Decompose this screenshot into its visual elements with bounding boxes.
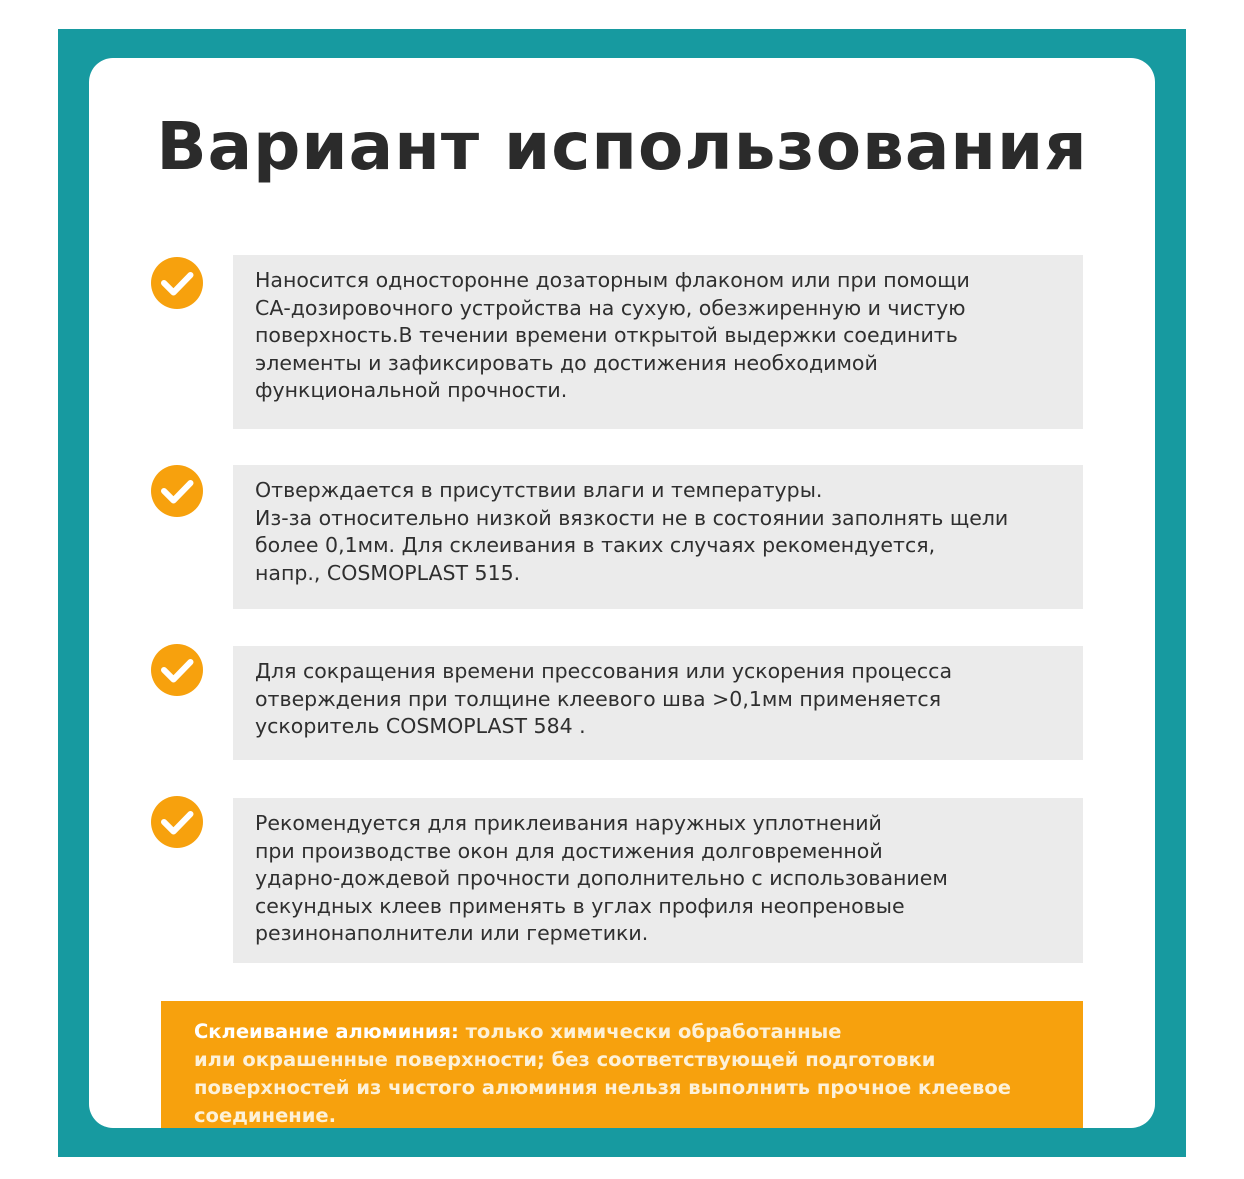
list-item [233, 646, 1083, 760]
content-card [89, 58, 1155, 1128]
item-line: Для сокращения времени прессования или ускорения процесса [255, 659, 953, 683]
item-text [255, 267, 1063, 405]
item-line: Наносится односторонне дозаторным флаконом или при помощи [255, 268, 970, 292]
note-line: соединение. [194, 1104, 337, 1127]
teal-frame [58, 29, 1186, 1157]
check-circle-icon [151, 465, 203, 517]
item-line: напр., COSMOPLAST 515. [255, 560, 521, 585]
note-line: поверхностей из чистого алюминия нельзя выполнить прочное клеевое [194, 1076, 1011, 1099]
item-line: функциональной прочности. [255, 378, 568, 402]
note-line [194, 1018, 1059, 1046]
note-text [194, 1018, 1059, 1128]
list-item [233, 465, 1083, 609]
check-circle-icon [151, 796, 203, 848]
page-title: Вариант использования [156, 108, 1088, 185]
item-line: Рекомендуется для приклеивания наружных уплотнений [255, 811, 882, 835]
aluminium-note [161, 1001, 1083, 1128]
item-line: Из-за относительно низкой вязкости не в состоянии заполнять щели [255, 505, 1009, 530]
item-line: секундных клеев применять в углах профиля неопреновые [255, 893, 905, 918]
note-lead: Склеивание алюминия: [194, 1020, 459, 1043]
item-text [255, 810, 1063, 948]
note-line-rest: только химически обработанные [458, 1020, 842, 1043]
item-line: отверждения при толщине клеевого шва >0,1мм применяется [255, 686, 942, 711]
check-circle-icon [151, 644, 203, 696]
item-line: поверхность.В течении времени открытой выдержки соединить [255, 323, 958, 347]
item-line: более 0,1мм. Для склеивания в таких случаях рекомендуется, [255, 533, 936, 557]
item-line: ударно-дождевой прочности дополнительно с использованием [255, 866, 948, 890]
item-text [255, 477, 1063, 587]
item-line: Отверждается в присутствии влаги и температуры. [255, 478, 823, 502]
note-line: или окрашенные поверхности; без соответствующей подготовки [194, 1048, 936, 1071]
item-line: ускоритель COSMOPLAST 584 . [255, 714, 586, 738]
item-line: при производстве окон для достижения долговременной [255, 838, 883, 863]
item-line: элементы и зафиксировать до достижения необходимой [255, 350, 878, 375]
check-circle-icon [151, 257, 203, 309]
item-text [255, 658, 1063, 741]
list-item [233, 255, 1083, 429]
item-line: СА-дозировочного устройства на сухую, обезжиренную и чистую [255, 295, 966, 320]
item-line: резинонаполнители или герметики. [255, 921, 649, 945]
list-item [233, 798, 1083, 963]
